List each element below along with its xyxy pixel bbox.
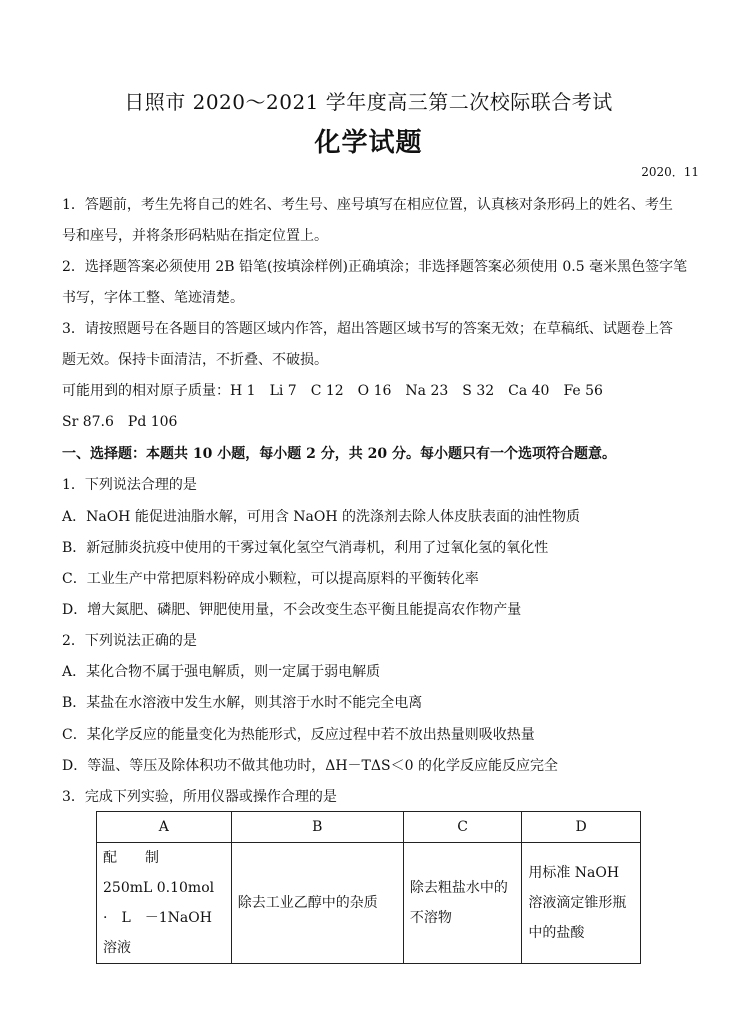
table-header-cell: C bbox=[403, 812, 521, 843]
question-stem: 3．完成下列实验，所用仪器或操作合理的是 bbox=[62, 789, 337, 805]
instruction-line: 3．请按照题号在各题目的答题区域内作答，超出答题区域书写的答案无效；在草稿纸、试题卷上答 bbox=[62, 321, 673, 337]
subject-title: 化学试题 bbox=[314, 128, 423, 158]
table-header-row bbox=[97, 812, 641, 843]
exam-title: 日照市 2020～2021 学年度高三第二次校际联合考试 bbox=[124, 90, 613, 114]
table-cell: 除去工业乙醇中的杂质 bbox=[231, 843, 403, 964]
question-option: D．增大氮肥、磷肥、钾肥使用量，不会改变生态平衡且能提高农作物产量 bbox=[62, 602, 522, 618]
question-option: B．某盐在水溶液中发生水解，则其溶于水时不能完全电离 bbox=[62, 695, 423, 711]
table-cell: 配 制 250mL 0.10mol · L －1NaOH 溶液 bbox=[97, 843, 232, 964]
atomic-mass-line: 可能用到的相对原子质量：H 1 Li 7 C 12 O 16 Na 23 S 32 Ca 40 Fe 56 bbox=[62, 383, 603, 399]
question-stem: 2．下列说法正确的是 bbox=[62, 633, 197, 649]
question-option: D．等温、等压及除体积功不做其他功时，ΔH－TΔS＜0 的化学反应能反应完全 bbox=[62, 758, 558, 774]
options-table bbox=[96, 811, 641, 964]
table-cell: 用标准 NaOH 溶液滴定锥形瓶中的盐酸 bbox=[522, 843, 641, 964]
exam-date: 2020．11 bbox=[641, 165, 699, 179]
instruction-line: 1．答题前，考生先将自己的姓名、考生号、座号填写在相应位置，认真核对条形码上的姓名、考生 bbox=[62, 197, 673, 213]
section-heading: 一、选择题：本题共 10 小题，每小题 2 分，共 20 分。每小题只有一个选项符合题意。 bbox=[62, 446, 616, 462]
table-header-cell: A bbox=[97, 812, 232, 843]
instruction-line: 号和座号，并将条形码粘贴在指定位置上。 bbox=[62, 228, 328, 244]
table-row bbox=[97, 843, 641, 964]
question-stem: 1．下列说法合理的是 bbox=[62, 477, 197, 493]
instruction-line: 2．选择题答案必须使用 2B 铅笔(按填涂样例)正确填涂；非选择题答案必须使用 0.5 毫米黑色签字笔 bbox=[62, 259, 688, 275]
instruction-line: 题无效。保持卡面清洁，不折叠、不破损。 bbox=[62, 352, 328, 368]
table-cell: 除去粗盐水中的不溶物 bbox=[403, 843, 521, 964]
table-header-cell: D bbox=[522, 812, 641, 843]
question-option: C．某化学反应的能量变化为热能形式，反应过程中若不放出热量则吸收热量 bbox=[62, 727, 535, 743]
atomic-mass-line: Sr 87.6 Pd 106 bbox=[62, 414, 178, 430]
question-option: B．新冠肺炎抗疫中使用的干雾过氧化氢空气消毒机，利用了过氧化氢的氧化性 bbox=[62, 540, 549, 556]
question-option: A．某化合物不属于强电解质，则一定属于弱电解质 bbox=[62, 664, 381, 680]
table-header-cell: B bbox=[231, 812, 403, 843]
question-option: C．工业生产中常把原料粉碎成小颗粒，可以提高原料的平衡转化率 bbox=[62, 571, 479, 587]
instruction-line: 书写，字体工整、笔迹清楚。 bbox=[62, 290, 244, 306]
question-option: A．NaOH 能促进油脂水解，可用含 NaOH 的洗涤剂去除人体皮肤表面的油性物质 bbox=[62, 509, 581, 525]
